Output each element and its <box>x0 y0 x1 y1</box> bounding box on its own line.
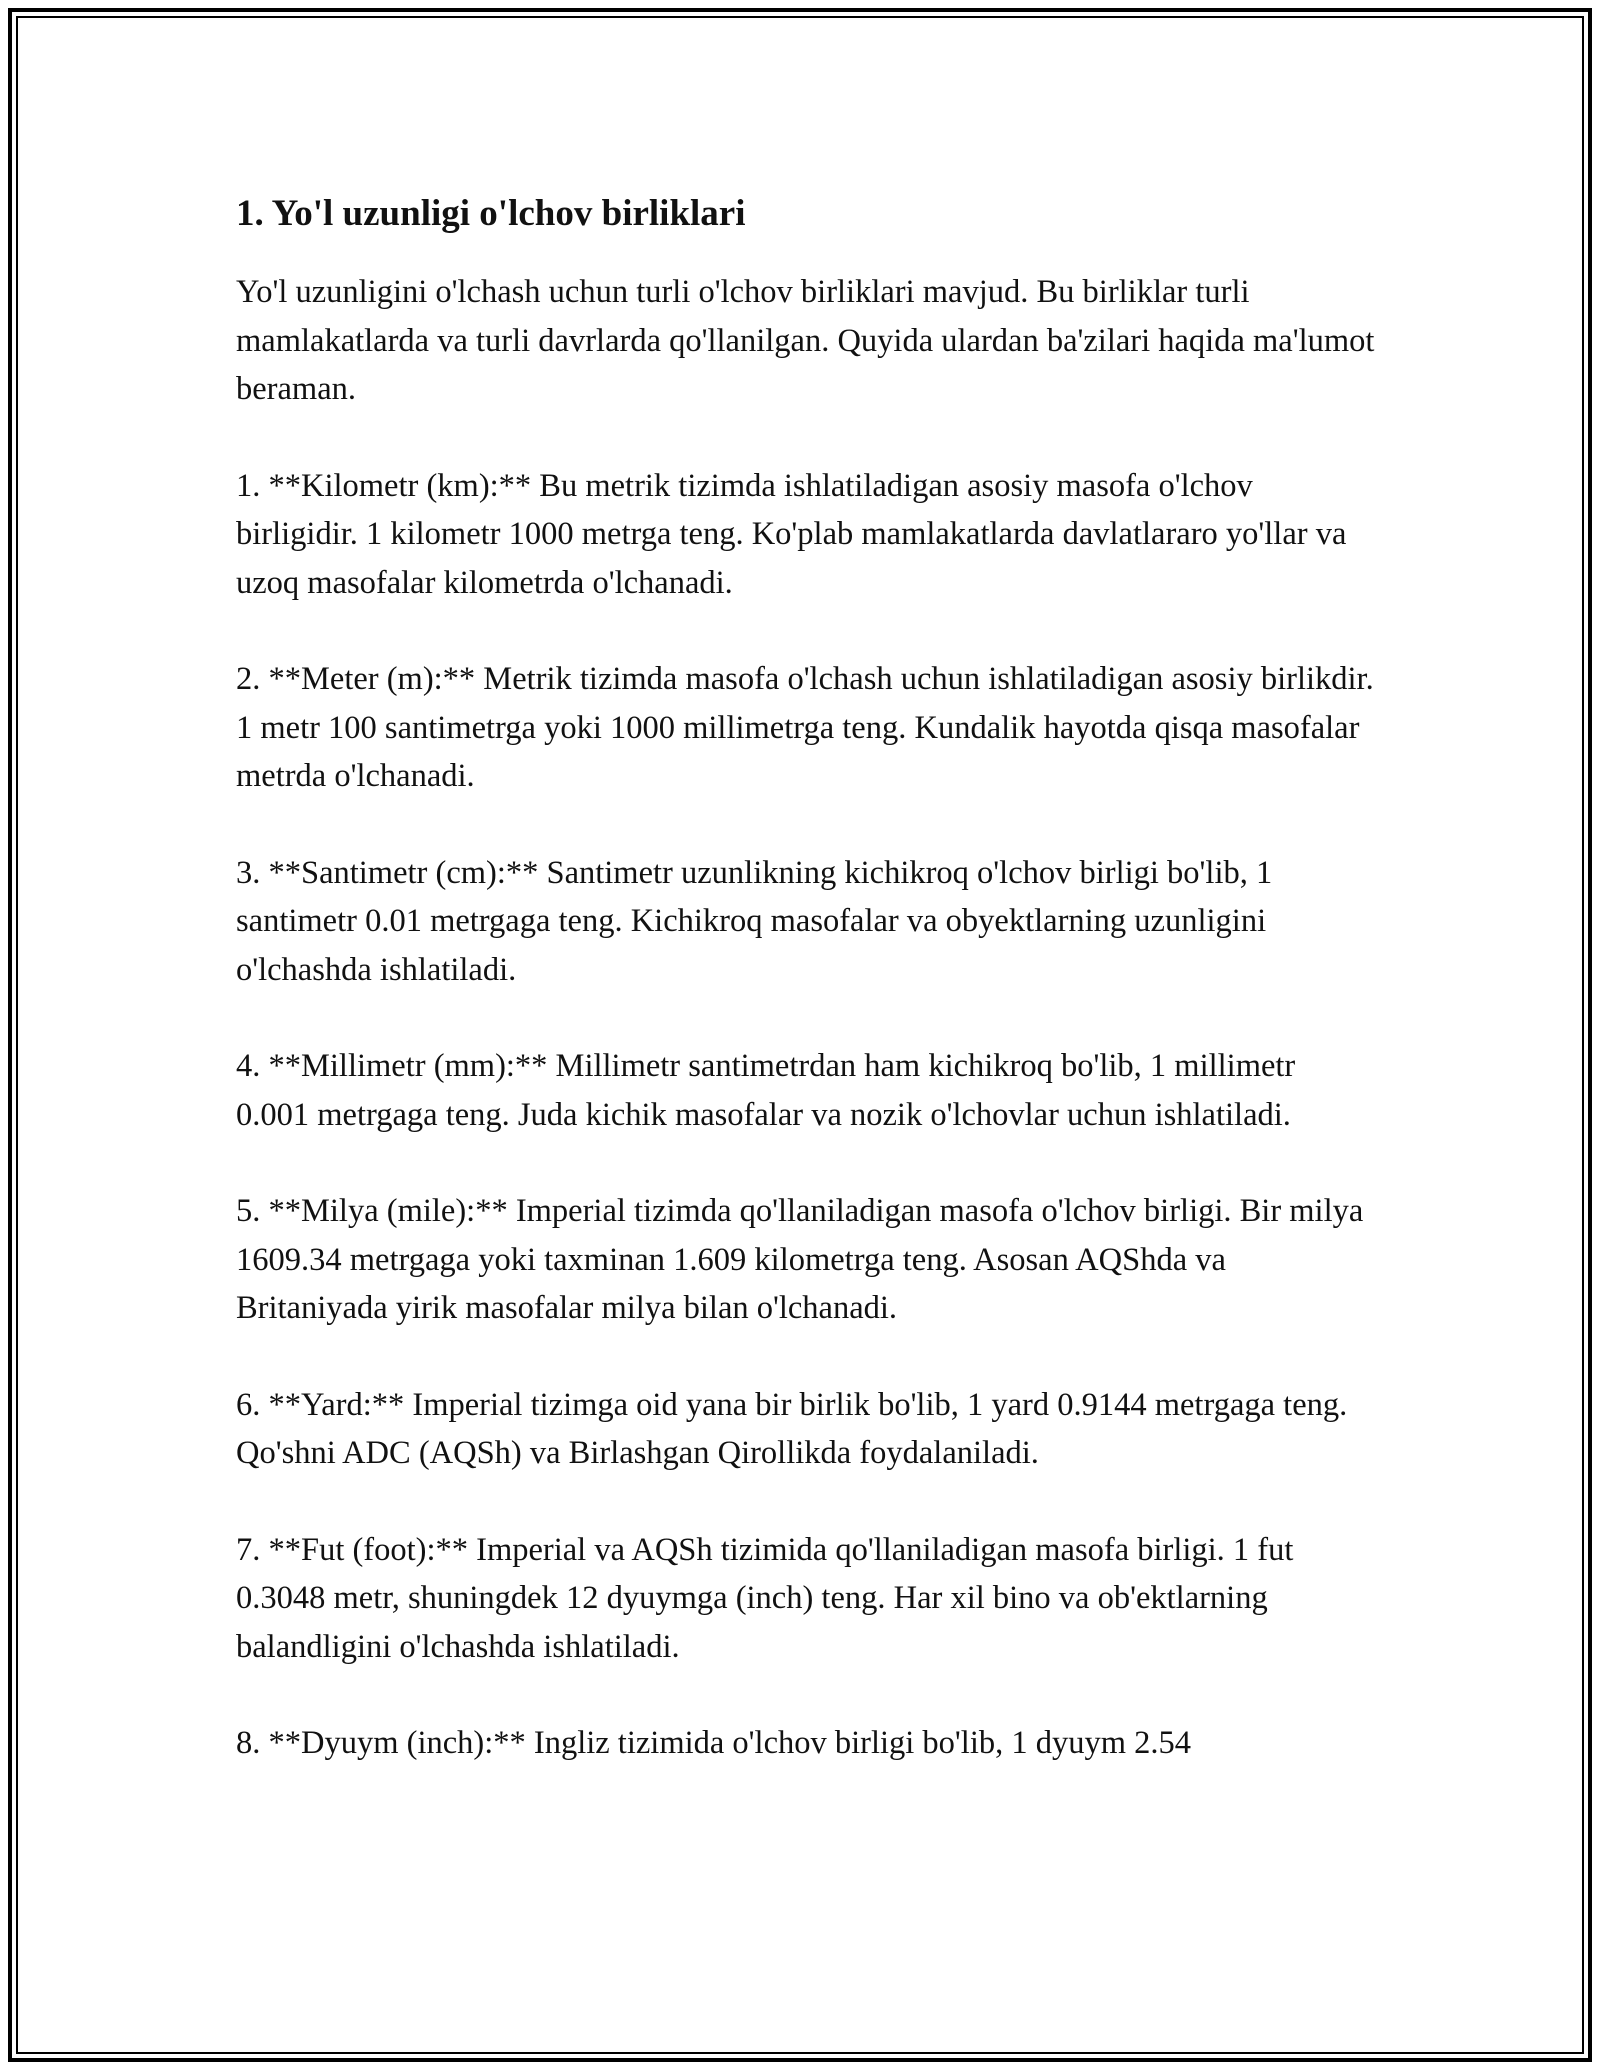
unit-item-milya: 5. **Milya (mile):** Imperial tizimda qo'llaniladigan masofa o'lchov birligi. Bir milya 1609.34 metrgaga yoki taxminan 1.609 kilometrga teng. Asosan AQShda va Britaniyada yirik masofalar milya bilan o'lchanadi. <box>236 1193 1364 1326</box>
unit-item-santimetr: 3. **Santimetr (cm):** Santimetr uzunlikning kichikroq o'lchov birligi bo'lib, 1 santimetr 0.01 metrgaga teng. Kichikroq masofalar va obyektlarning uzunligini o'lchashda ishlatiladi. <box>236 854 1273 988</box>
unit-item-kilometr: 1. **Kilometr (km):** Bu metrik tizimda ishlatiladigan asosiy masofa o'lchov birligidir. 1 kilometr 1000 metrga teng. Ko'plab mamlakatlarda davlatlararo yo'llar va uzoq masofalar kilometrda o'lchanadi. <box>236 467 1347 601</box>
unit-item-meter: 2. **Meter (m):** Metrik tizimda masofa o'lchash uchun ishlatiladigan asosiy birlikdir. 1 metr 100 santimetrga yoki 1000 millimetrga teng. Kundalik hayotda qisqa masofalar metrda o'lchanadi. <box>236 661 1374 794</box>
unit-item-fut: 7. **Fut (foot):** Imperial va AQSh tizimida qo'llaniladigan masofa birligi. 1 fut 0.3048 metr, shuningdek 12 dyuymga (inch) teng. Har xil bino va ob'ektlarning balandligini o'lchashda ishlatiladi. <box>236 1531 1294 1665</box>
unit-item-dyuym: 8. **Dyuym (inch):** Ingliz tizimida o'lchov birligi bo'lib, 1 dyuym 2.54 <box>236 1725 1192 1761</box>
unit-item-millimetr: 4. **Millimetr (mm):** Millimetr santimetrdan ham kichikroq bo'lib, 1 millimetr 0.001 metrgaga teng. Juda kichik masofalar va nozik o'lchovlar uchun ishlatiladi. <box>236 1048 1296 1133</box>
intro-paragraph: Yo'l uzunligini o'lchash uchun turli o'lchov birliklari mavjud. Bu birliklar turli mamlakatlarda va turli davrlarda qo'llanilgan. Quyida ulardan ba'zilari haqida ma'lumot beraman. <box>236 274 1375 407</box>
unit-item-yard: 6. **Yard:** Imperial tizimga oid yana bir birlik bo'lib, 1 yard 0.9144 metrgaga teng. Qo'shni ADC (AQSh) va Birlashgan Qirollikda foydalaniladi. <box>236 1386 1348 1471</box>
document-body <box>236 186 1376 1816</box>
document-title: 1. Yo'l uzunligi o'lchov birliklari <box>236 193 746 234</box>
